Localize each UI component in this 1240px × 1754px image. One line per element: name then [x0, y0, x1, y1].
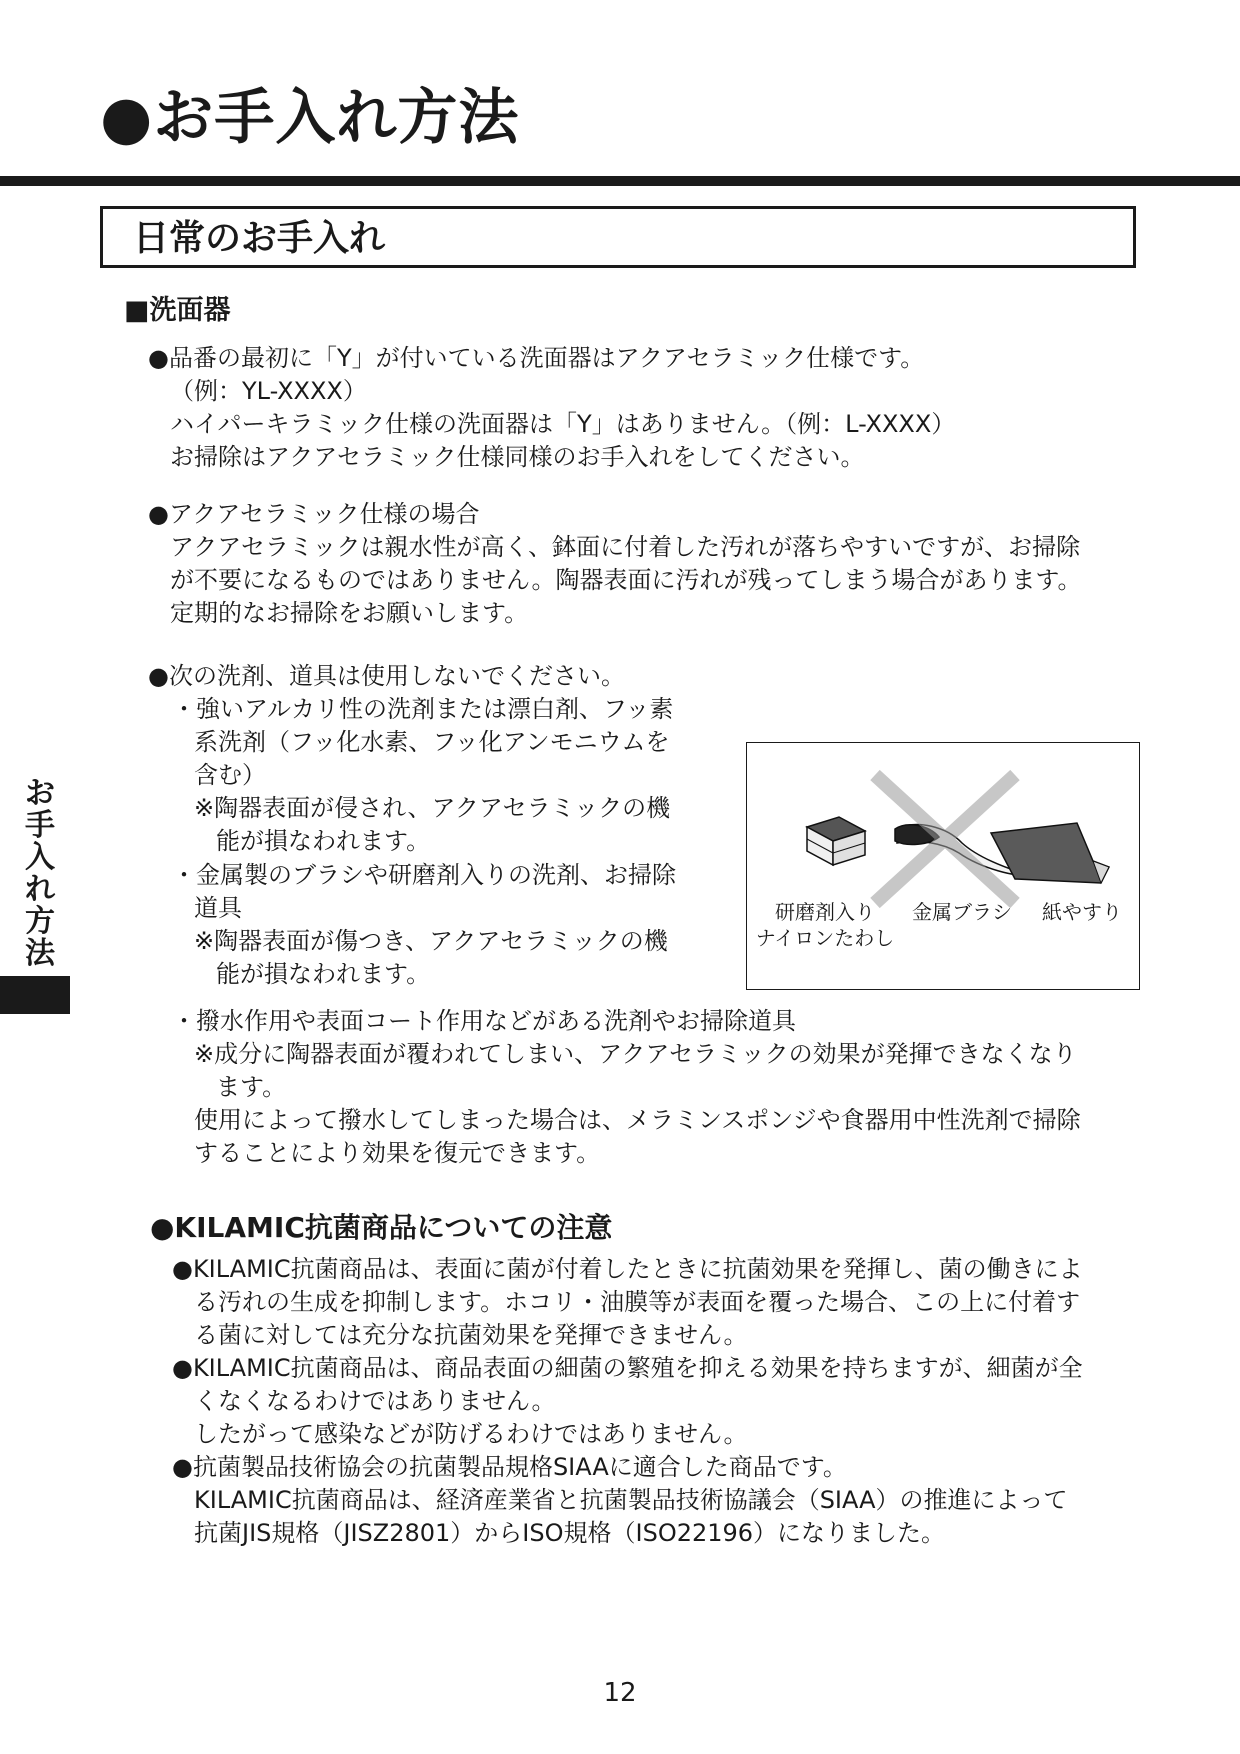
- kilamic-body: [172, 1253, 1083, 1550]
- caption-brush: 金属ブラシ: [912, 900, 1012, 924]
- kilamic-line: したがって感染などが防げるわけではありません。: [194, 1420, 748, 1448]
- prohibited-item-note: 能が損なわれます。: [216, 960, 431, 988]
- title-divider: [0, 176, 1240, 186]
- prohibited-item-note: ※陶器表面が侵され、アクアセラミックの機: [194, 794, 671, 822]
- prohibited-item-note: ※成分に陶器表面が覆われてしまい、アクアセラミックの効果が発揮できなくなり: [194, 1040, 1077, 1068]
- kilamic-line: ●抗菌製品技術協会の抗菌製品規格SIAAに適合した商品です。: [172, 1453, 847, 1481]
- caption-sponge: [755, 899, 895, 951]
- page-number: 12: [603, 1678, 637, 1708]
- prohibited-item-line: ・撥水作用や表面コート作用などがある洗剤やお掃除道具: [172, 1007, 796, 1035]
- aqua-ceramic-section: [148, 498, 1082, 630]
- kilamic-heading: ●KILAMIC抗菌商品についての注意: [150, 1211, 613, 1244]
- side-tab-marker: [0, 976, 70, 1014]
- kilamic-line: ●KILAMIC抗菌商品は、表面に菌が付着したときに抗菌効果を発揮し、菌の働きによ: [172, 1255, 1083, 1283]
- prohibited-item-line: 使用によって撥水してしまった場合は、メラミンスポンジや食器用中性洗剤で掃除: [194, 1106, 1081, 1134]
- prohibited-item-note: ます。: [216, 1073, 287, 1101]
- kilamic-line: 抗菌JIS規格（JISZ2801）からISO規格（ISO22196）になりました。: [194, 1519, 946, 1547]
- prohibited-item-line: 道具: [194, 894, 242, 922]
- aqua-ceramic-line: が不要になるものではありません。陶器表面に汚れが残ってしまう場合があります。: [170, 566, 1082, 594]
- kilamic-line: KILAMIC抗菌商品は、経済産業省と抗菌製品技術協議会（SIAA）の推進によって: [194, 1486, 1068, 1514]
- basin-notice: [148, 342, 955, 474]
- basin-notice-line: お掃除はアクアセラミック仕様同様のお手入れをしてください。: [170, 443, 865, 471]
- kilamic-line: る汚れの生成を抑制します。ホコリ・油膜等が表面を覆った場合、この上に付着す: [194, 1288, 1081, 1316]
- basin-notice-line: ハイパーキラミック仕様の洗面器は「Y」はありません。（例：L-XXXX）: [170, 410, 956, 438]
- prohibited-item-metal: [172, 859, 676, 991]
- prohibited-item-line: ・金属製のブラシや研磨剤入りの洗剤、お掃除: [172, 861, 676, 889]
- prohibited-tools-figure: [746, 742, 1140, 990]
- basin-notice-line: ●品番の最初に「Y」が付いている洗面器はアクアセラミック仕様です。: [148, 344, 925, 372]
- kilamic-line: くなくなるわけではありません。: [194, 1387, 556, 1415]
- section-header-box: [100, 206, 1136, 268]
- page-title: ●お手入れ方法: [100, 83, 520, 153]
- prohibited-item-line: することにより効果を復元できます。: [194, 1139, 601, 1167]
- basin-notice-line: （例：YL-XXXX）: [170, 377, 367, 405]
- aqua-ceramic-line: 定期的なお掃除をお願いします。: [170, 599, 529, 627]
- prohibited-item-note: ※陶器表面が傷つき、アクアセラミックの機: [194, 927, 668, 955]
- caption-line: ナイロンたわし: [755, 926, 895, 950]
- prohibited-item-note: 能が損なわれます。: [216, 827, 431, 855]
- sub-heading-basin: ■洗面器: [124, 295, 231, 326]
- aqua-ceramic-line: アクアセラミックは親水性が高く、鉢面に付着した汚れが落ちやすいですが、お掃除: [170, 533, 1081, 561]
- kilamic-line: る菌に対しては充分な抗菌効果を発揮できません。: [194, 1321, 748, 1349]
- prohibited-item-coating: [172, 1005, 1081, 1170]
- aqua-ceramic-heading: ●アクアセラミック仕様の場合: [148, 500, 480, 528]
- prohibited-item-alkaline: [172, 693, 673, 858]
- prohibited-item-line: 系洗剤（フッ化水素、フッ化アンモニウムを: [194, 728, 670, 756]
- prohibited-item-line: 含む）: [194, 761, 266, 789]
- caption-line: 研磨剤入り: [775, 900, 875, 924]
- prohibited-item-line: ・強いアルカリ性の洗剤または漂白剤、フッ素: [172, 695, 674, 723]
- side-tab-label: お手入れ方法: [25, 776, 55, 971]
- caption-paper: 紙やすり: [1042, 900, 1122, 924]
- prohibited-heading: ●次の洗剤、道具は使用しないでください。: [148, 662, 625, 690]
- sponge-icon: [807, 817, 865, 865]
- kilamic-line: ●KILAMIC抗菌商品は、商品表面の細菌の繁殖を抑える効果を持ちますが、細菌が全: [172, 1354, 1083, 1382]
- section-title: 日常のお手入れ: [133, 218, 386, 259]
